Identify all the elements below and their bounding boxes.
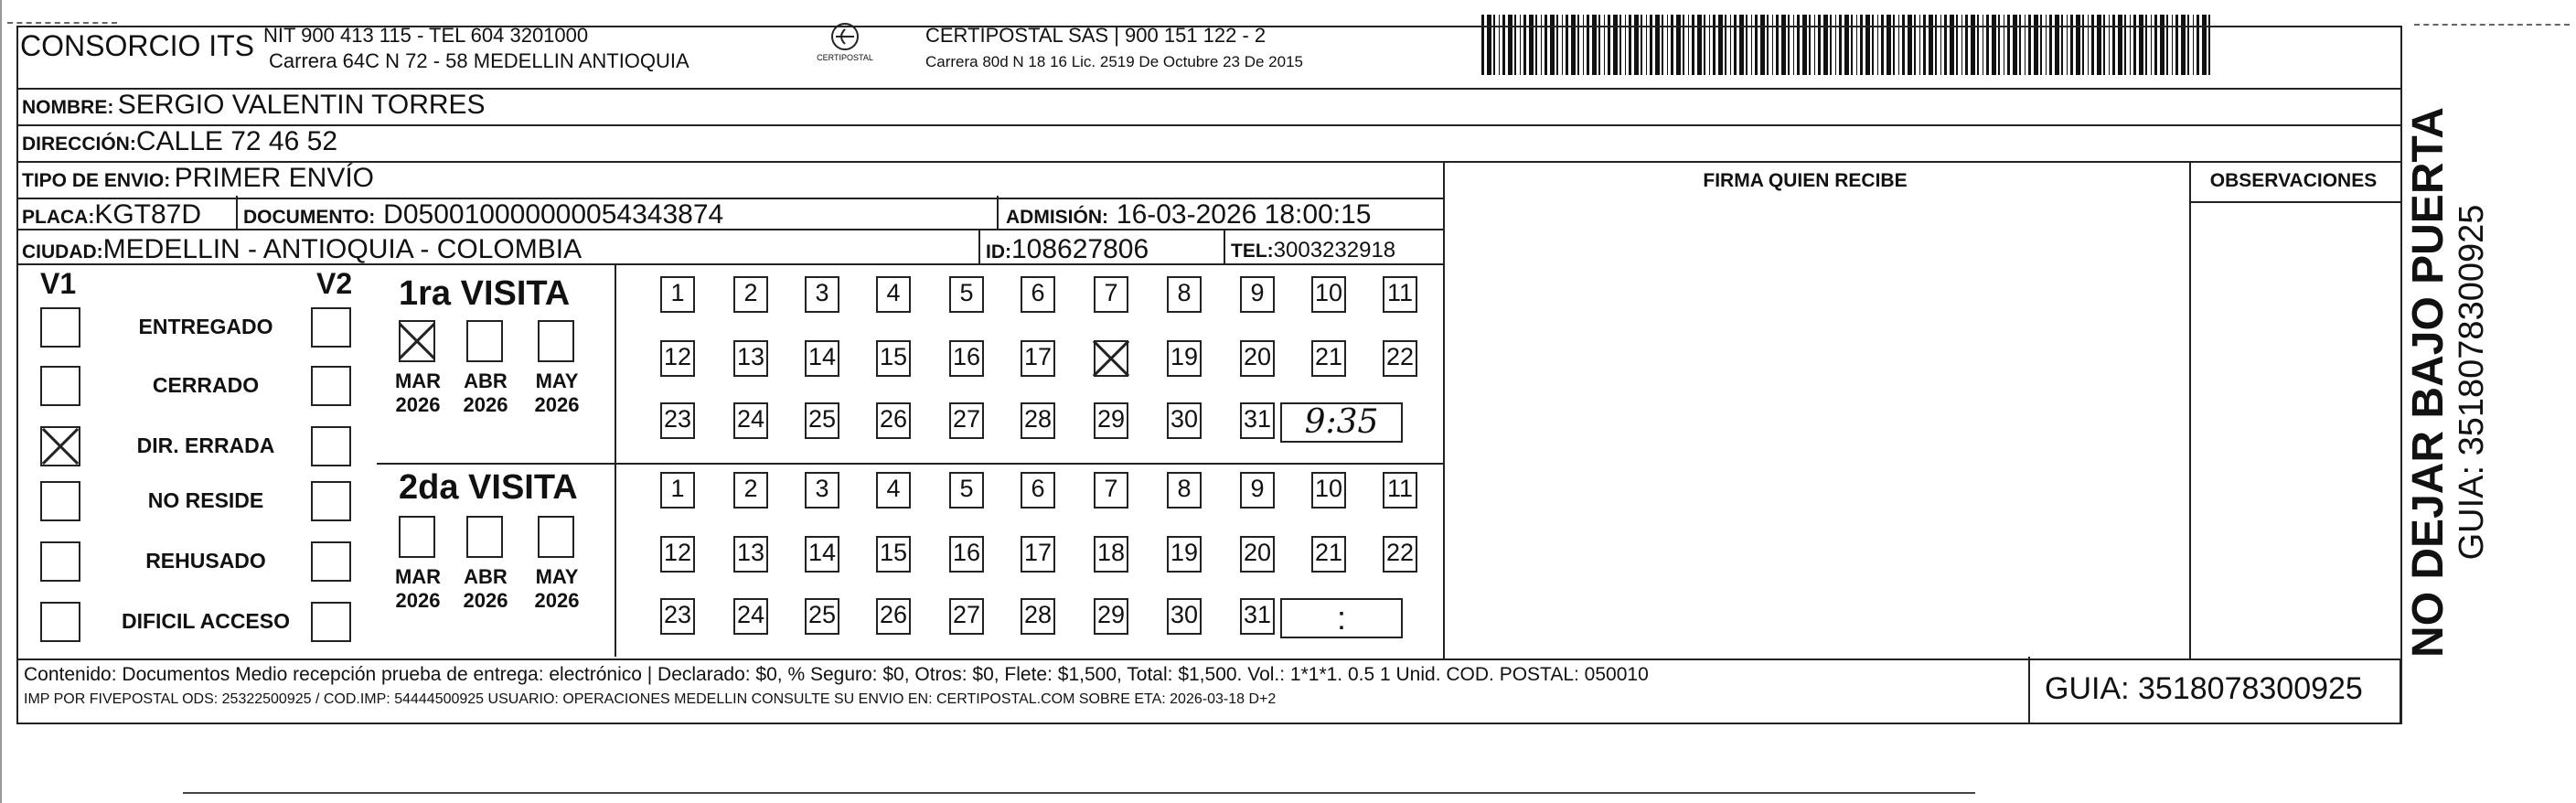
ciudad-value: MEDELLIN - ANTIOQUIA - COLOMBIA	[102, 234, 583, 264]
visita2-day-box[interactable]: 9	[1240, 472, 1275, 509]
visita1-year-label: 2026	[463, 393, 508, 416]
visita1-month-label: ABR	[464, 369, 508, 392]
status-label: ENTREGADO	[138, 315, 273, 338]
tel-label: TEL:	[1231, 241, 1274, 262]
status-label: DIFICIL ACCESO	[121, 609, 290, 633]
tipo-value: PRIMER ENVÍO	[174, 163, 375, 193]
visita2-day-box[interactable]: 20	[1240, 536, 1275, 573]
visita1-day-box[interactable]: 21	[1311, 340, 1346, 377]
visita2-day-box[interactable]: 19	[1167, 536, 1202, 573]
visita1-day-box[interactable]: 24	[733, 402, 768, 439]
visita2-day-box[interactable]: 28	[1021, 598, 1055, 635]
visita1-day-box[interactable]: 16	[949, 340, 984, 377]
visita2-day-box[interactable]: 23	[660, 598, 695, 635]
visita1-day-box[interactable]: 25	[805, 402, 839, 439]
v2-checkbox-3[interactable]	[311, 426, 351, 466]
side-guia: GUIA: 3518078300925	[2453, 204, 2491, 561]
visita2-month-label: MAY	[535, 565, 579, 588]
visita1-day-box[interactable]: 1	[660, 276, 695, 313]
visita2-month-checkbox-1[interactable]	[399, 516, 435, 558]
direccion-row	[22, 126, 337, 157]
id-label: ID:	[986, 241, 1011, 262]
visita1-day-box[interactable]: 5	[949, 276, 984, 313]
visita1-day-box[interactable]: 15	[876, 340, 911, 377]
visita2-day-box[interactable]: 10	[1311, 472, 1346, 509]
visita1-day-box[interactable]: 20	[1240, 340, 1275, 377]
visita1-month-checkbox-3[interactable]	[538, 320, 574, 362]
visita1-day-box[interactable]: 8	[1167, 276, 1202, 313]
visita2-day-box[interactable]: 29	[1094, 598, 1128, 635]
visita2-day-box[interactable]: 3	[805, 472, 839, 509]
visita1-day-box[interactable]: 26	[876, 402, 911, 439]
visita2-day-box[interactable]: 1	[660, 472, 695, 509]
admision-row	[1006, 199, 1371, 230]
visita2-year-label: 2026	[395, 589, 441, 612]
footer-contenido: Contenido: Documentos Medio recepción prueba de entrega: electrónico | Declarado: $0, % Seguro: $0, Otros: $0, Flete: $1,500, Total: $1,500. Vol.: 1*1*1. 0.5 1 Unid. COD. POSTAL: 050010	[24, 664, 1649, 685]
placa-label: PLACA:	[22, 207, 95, 228]
side-no-dejar: NO DEJAR BAJO PUERTA	[2404, 107, 2453, 658]
shipping-form	[16, 26, 2402, 724]
visita1-day-box[interactable]: 27	[949, 402, 984, 439]
visita2-month-checkbox-3[interactable]	[538, 516, 574, 558]
tipo-row	[22, 163, 374, 194]
visita1-day-box[interactable]: 9	[1240, 276, 1275, 313]
visita1-day-box[interactable]: 3	[805, 276, 839, 313]
status-label: NO RESIDE	[147, 488, 264, 512]
nombre-value: SERGIO VALENTIN TORRES	[117, 90, 486, 120]
visita1-day-box[interactable]: 23	[660, 402, 695, 439]
visita1-day-box[interactable]: 7	[1094, 276, 1128, 313]
visita1-month-checkbox-1[interactable]	[399, 320, 435, 362]
visita2-day-box[interactable]: 13	[733, 536, 768, 573]
visita2-day-box[interactable]: 25	[805, 598, 839, 635]
company-name: CONSORCIO ITS	[20, 29, 255, 62]
documento-row	[243, 199, 723, 230]
visita2-day-box[interactable]: 22	[1383, 536, 1417, 573]
nombre-row	[22, 90, 486, 121]
documento-value: D050010000000054343874	[383, 199, 724, 230]
visita2-day-box[interactable]: 5	[949, 472, 984, 509]
visita1-day-box[interactable]: 31	[1240, 402, 1275, 439]
visita1-day-box[interactable]: 10	[1311, 276, 1346, 313]
visita2-day-box[interactable]: 27	[949, 598, 984, 635]
visita1-time-field[interactable]: 9:35	[1280, 402, 1403, 443]
visita2-day-box[interactable]: 24	[733, 598, 768, 635]
placa-value: KGT87D	[94, 199, 202, 230]
direccion-value: CALLE 72 46 52	[135, 126, 338, 156]
admision-value: 16-03-2026 18:00:15	[1116, 199, 1372, 230]
v1-label: V1	[40, 267, 77, 300]
visita2-day-box[interactable]: 11	[1383, 472, 1417, 509]
v2-checkbox-5[interactable]	[311, 541, 351, 582]
nombre-label: NOMBRE:	[22, 97, 114, 118]
visita1-day-box[interactable]: 4	[876, 276, 911, 313]
v2-label: V2	[316, 267, 353, 300]
visita2-month-label: MAR	[394, 565, 442, 588]
status-label: CERRADO	[152, 373, 260, 397]
visita2-year-label: 2026	[463, 589, 508, 612]
status-label: DIR. ERRADA	[136, 434, 275, 457]
v2-checkbox-6[interactable]	[311, 602, 351, 642]
visita2-day-box[interactable]: 7	[1094, 472, 1128, 509]
v1-checkbox-1[interactable]	[40, 307, 80, 348]
visita1-day-box[interactable]: 17	[1021, 340, 1055, 377]
admision-label: ADMISIÓN:	[1006, 207, 1108, 228]
v1-checkbox-5[interactable]	[40, 541, 80, 582]
visita2-year-label: 2026	[534, 589, 580, 612]
v2-checkbox-4[interactable]	[311, 481, 351, 521]
visita1-day-box[interactable]: 2	[733, 276, 768, 313]
visita2-day-box[interactable]: 8	[1167, 472, 1202, 509]
logo-text: CERTIPOSTAL	[817, 53, 873, 62]
visita2-day-box[interactable]: 6	[1021, 472, 1055, 509]
visita1-year-label: 2026	[395, 393, 441, 416]
visita2-day-box[interactable]: 18	[1094, 536, 1128, 573]
visita1-day-box[interactable]: 11	[1383, 276, 1417, 313]
visita1-day-box[interactable]: 30	[1167, 402, 1202, 439]
v1-checkbox-4[interactable]	[40, 481, 80, 521]
visita1-day-box[interactable]: 12	[660, 340, 695, 377]
certipostal-address: Carrera 80d N 18 16 Lic. 2519 De Octubre 23 De 2015	[925, 53, 1303, 70]
observaciones-label: OBSERVACIONES	[2209, 170, 2378, 191]
visita1-month-checkbox-2[interactable]	[466, 320, 503, 362]
footer-guia: GUIA: 3518078300925	[2045, 671, 2363, 706]
visita1-day-box[interactable]: 13	[733, 340, 768, 377]
visita2-day-box[interactable]: 21	[1311, 536, 1346, 573]
v2-checkbox-2[interactable]	[311, 366, 351, 406]
visita2-day-box[interactable]: 26	[876, 598, 911, 635]
id-row	[986, 234, 1149, 265]
visita2-day-box[interactable]: 17	[1021, 536, 1055, 573]
visita1-title: 1ra VISITA	[399, 274, 571, 313]
company-address: Carrera 64C N 72 - 58 MEDELLIN ANTIOQUIA	[269, 49, 689, 72]
v2-checkbox-1[interactable]	[311, 307, 351, 348]
placa-row	[22, 199, 201, 230]
visita1-day-box[interactable]	[1094, 340, 1128, 377]
ciudad-row	[22, 234, 582, 265]
visita1-day-box[interactable]: 22	[1383, 340, 1417, 377]
visita2-day-box[interactable]: 4	[876, 472, 911, 509]
visita2-day-box[interactable]: 31	[1240, 598, 1275, 635]
visita1-day-box[interactable]: 29	[1094, 402, 1128, 439]
visita1-year-label: 2026	[534, 393, 580, 416]
documento-label: DOCUMENTO:	[243, 207, 376, 228]
tipo-label: TIPO DE ENVIO:	[22, 170, 171, 191]
v1-checkbox-2[interactable]	[40, 366, 80, 406]
visita1-month-label: MAR	[394, 369, 442, 392]
direccion-label: DIRECCIÓN:	[22, 134, 136, 155]
visita1-day-box[interactable]: 19	[1167, 340, 1202, 377]
visita2-day-box[interactable]: 30	[1167, 598, 1202, 635]
visita2-day-box[interactable]: 12	[660, 536, 695, 573]
visita1-day-box[interactable]: 28	[1021, 402, 1055, 439]
visita2-title: 2da VISITA	[399, 468, 578, 507]
v1-checkbox-3[interactable]	[40, 426, 80, 466]
visita2-day-box[interactable]: 16	[949, 536, 984, 573]
visita1-day-box[interactable]: 14	[805, 340, 839, 377]
company-nit: NIT 900 413 115 - TEL 604 3201000	[263, 24, 589, 47]
ciudad-label: CIUDAD:	[22, 241, 103, 262]
footer-imp: IMP POR FIVEPOSTAL ODS: 25322500925 / COD.IMP: 54444500925 USUARIO: OPERACIONES MEDELLIN CONSULTE SU ENVIO EN: CERTIPOSTAL.COM SOBRE ETA: 2026-03-18 D+2	[24, 691, 1277, 707]
tel-row	[1231, 238, 1395, 263]
visita2-month-checkbox-2[interactable]	[466, 516, 503, 558]
certipostal-name: CERTIPOSTAL SAS | 900 151 122 - 2	[925, 24, 1267, 47]
tel-value: 3003232918	[1273, 238, 1396, 262]
visita2-time-field[interactable]: :	[1280, 598, 1403, 638]
visita1-day-box[interactable]: 6	[1021, 276, 1055, 313]
visita2-day-box[interactable]: 14	[805, 536, 839, 573]
id-value: 108627806	[1011, 234, 1149, 264]
status-label: REHUSADO	[145, 549, 266, 573]
visita1-month-label: MAY	[535, 369, 579, 392]
v1-checkbox-6[interactable]	[40, 602, 80, 642]
visita2-month-label: ABR	[464, 565, 508, 588]
side-notice	[2405, 62, 2496, 702]
firma-label: FIRMA QUIEN RECIBE	[1703, 170, 1908, 191]
visita2-day-box[interactable]: 2	[733, 472, 768, 509]
visita2-day-box[interactable]: 15	[876, 536, 911, 573]
